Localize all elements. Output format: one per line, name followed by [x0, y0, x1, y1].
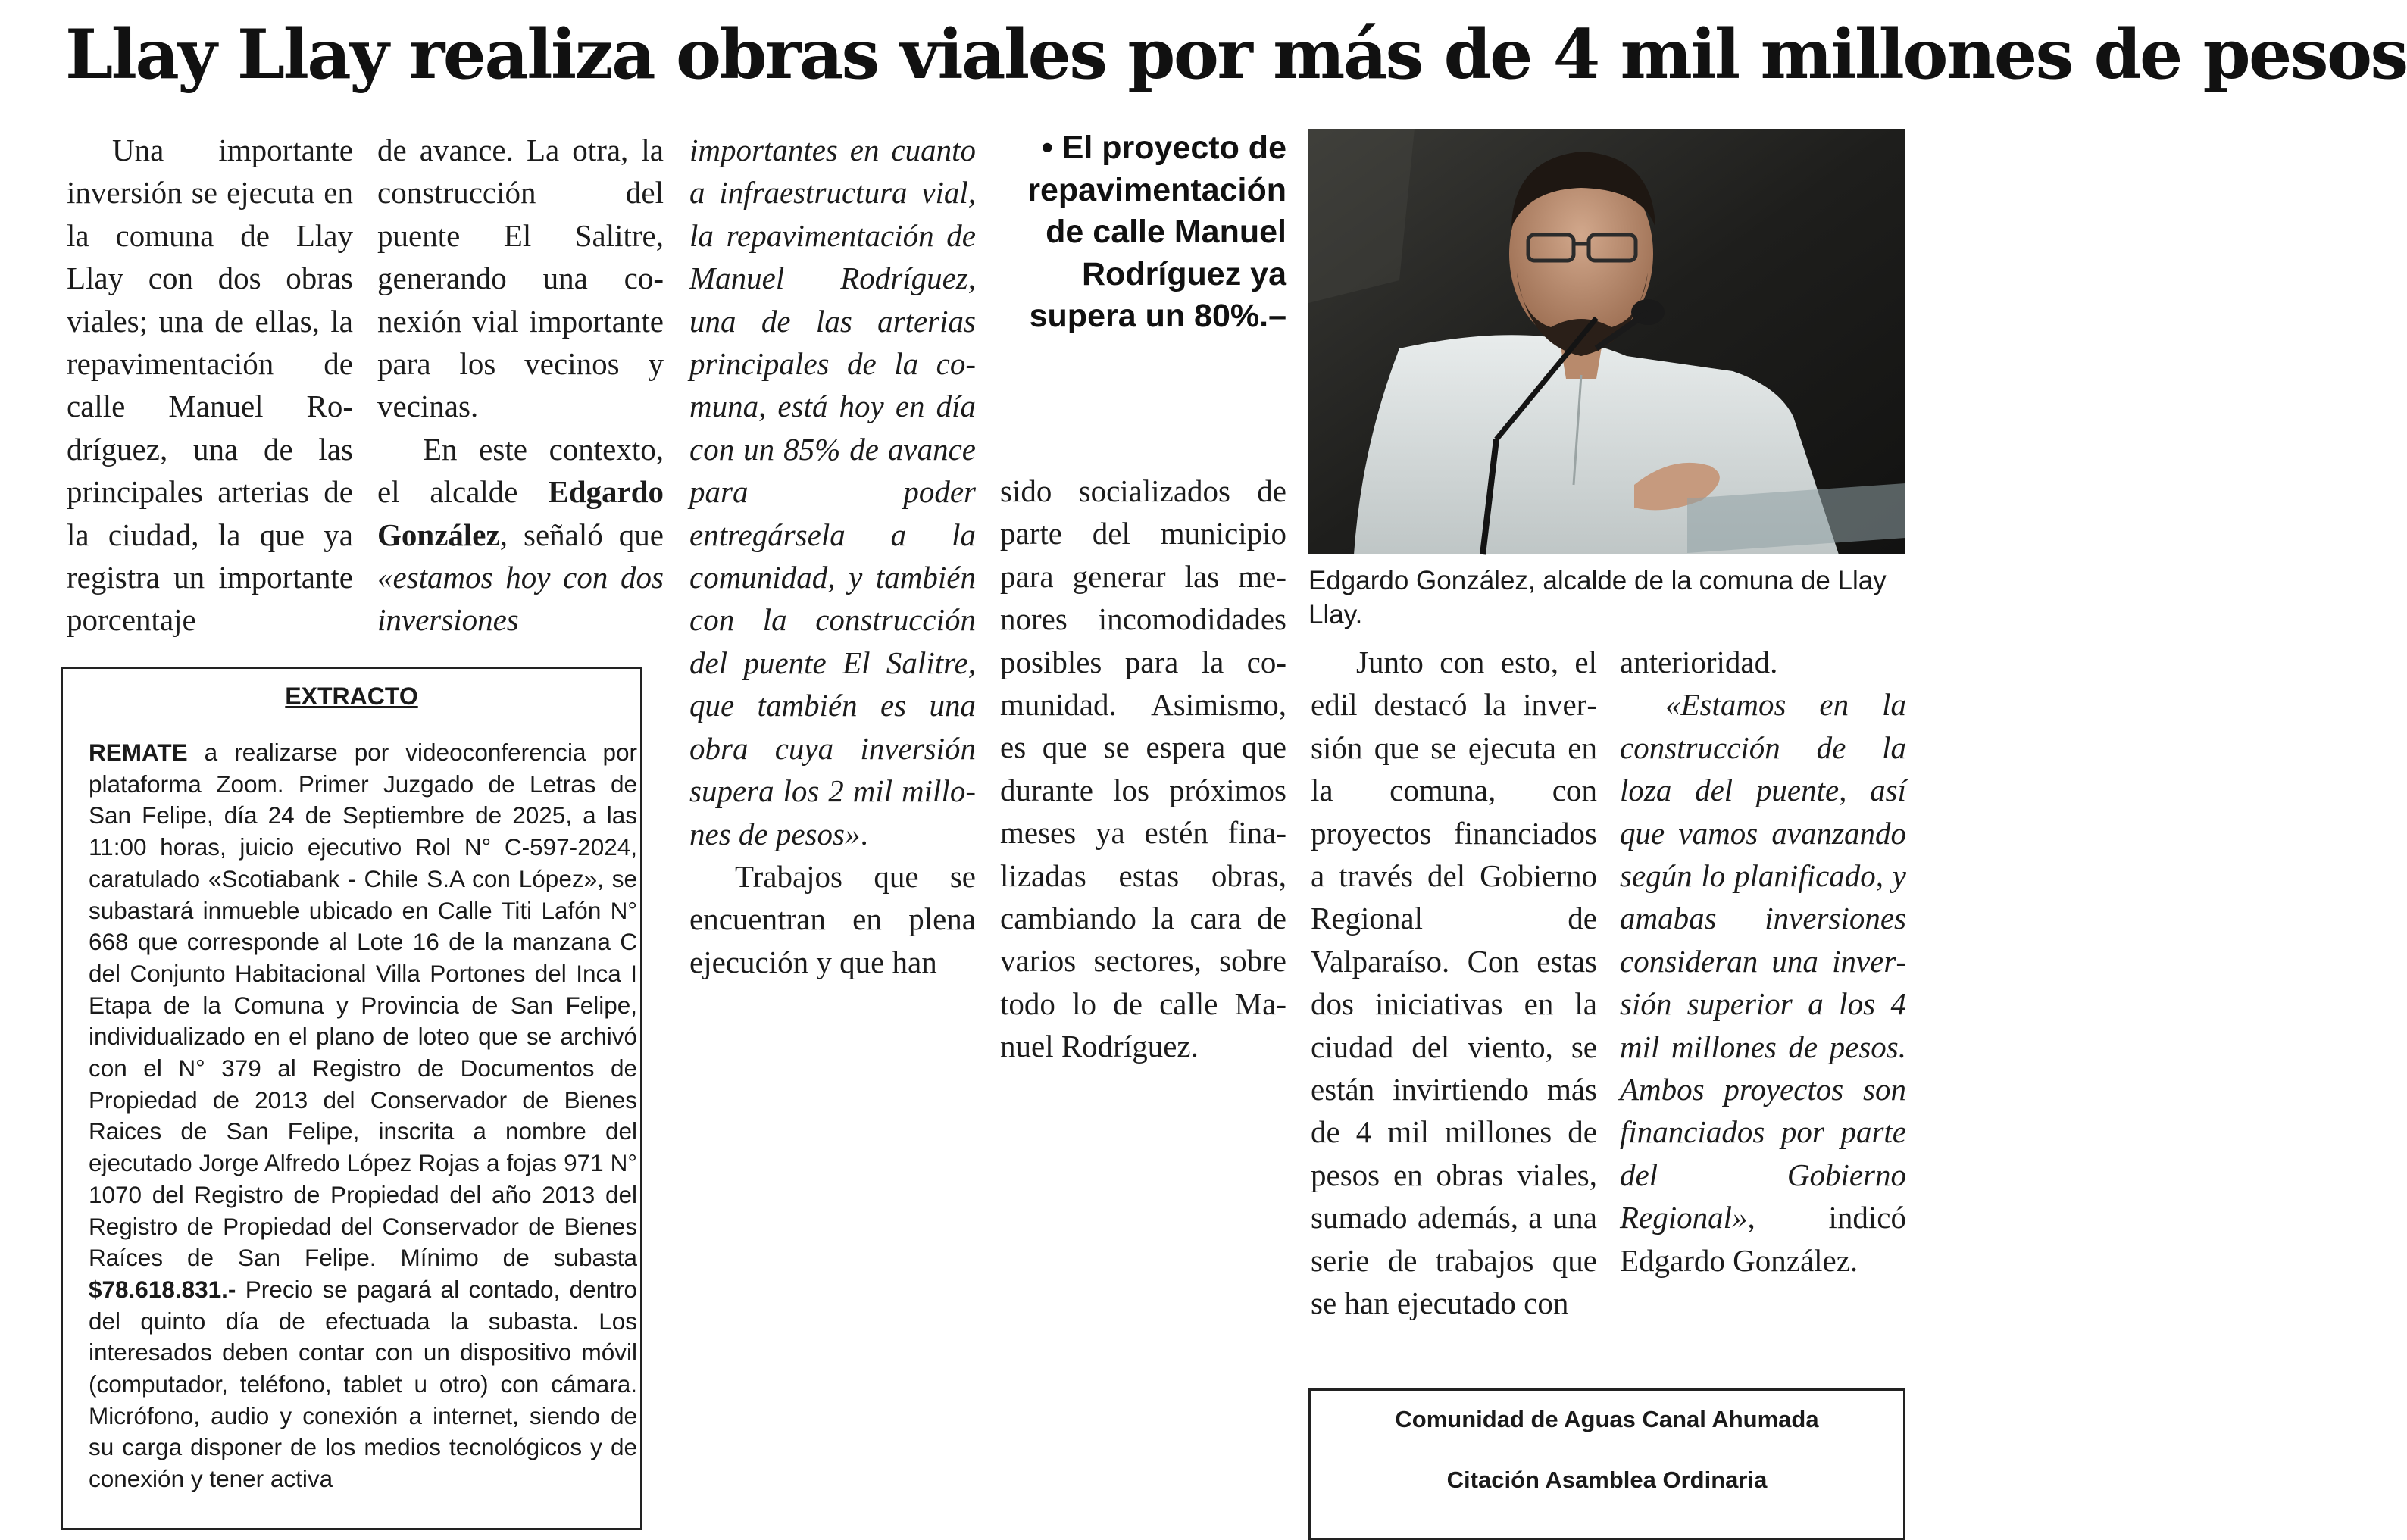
- paragraph: Junto con esto, el edil destacó la inversión que se ejecuta en la comuna, con proyectos financiados a través del Gobierno Regional de Valparaíso. Con estas dos iniciativas en la ciudad del viento, se están invirtiendo más de 4 mil millones de pesos en obras viales, sumado además, a una serie de trabajos que se han ejecutado con: [1311, 645, 1597, 1321]
- mayor-name: Edgardo González: [377, 474, 664, 552]
- text: Precio se pagará al contado, dentro del quinto día de efectuada la subasta. Los interesados deben contar con un dispositivo móvil (computador, teléfono, tablet u otro) con cámara. Micrófono, audio y conexión a internet, siendo de su carga disponer de los medios tecnológicos y de conexión y tener activa: [89, 1275, 637, 1493]
- headline: Llay Llay realiza obras viales por más de 4 mil millones de pesos: [65, 14, 2407, 95]
- article-column-1: [67, 129, 353, 642]
- paragraph: anterioridad.: [1620, 645, 1778, 679]
- notice-title: Citación Asamblea Ordinaria: [1446, 1467, 1768, 1493]
- paragraph: sido socializados de parte del municipio para generar las menores incomodidades posibles para la comunidad. Asimismo, es que se espera que durante los próximos meses ya estén finalizadas estas obras, cambiando la cara de varios sectores, sobre todo lo de calle Manuel Rodríguez.: [1000, 473, 1286, 1064]
- notice-organization: Comunidad de Aguas Canal Ahumada: [1395, 1406, 1819, 1432]
- paragraph: [377, 428, 664, 642]
- paragraph: Una importante inversión se ejecuta en la comuna de Llay Llay con dos obras viales; una de ellas, la repavimentación de calle Manuel Rodríguez, una de las principales arterias de la ciudad, la que ya registra un importante porcentaje: [67, 133, 353, 638]
- quote: «estamos hoy con dos inversiones: [377, 560, 664, 638]
- text: En este contexto, el alcalde: [377, 431, 664, 510]
- paragraph: [689, 129, 976, 855]
- paragraph: de avance. La otra, la construcción del puente El Salitre, generando una conexión vial importante para los vecinos y vecinas.: [377, 133, 664, 424]
- paragraph: [1620, 683, 1906, 1282]
- text: a realizarse por videoconferencia por plataforma Zoom. Primer Juzgado de Letras de San Felipe, día 24 de Septiembre de 2025, a las 11:00 horas, juicio ejecutivo Rol N° C-597-2024, caratulado «Scotiabank - Chile S.A con López», se subastará inmueble ubicado en Calle Titi Lafón N° 668 que corresponde al Lote 16 de la manzana C del Conjunto Habitacional Villa Portones del Inca I Etapa de la Comuna y Provincia de San Felipe, individualizado en el plano de loteo que se archivó con el N° 379 al Registro de Documentos de Propiedad de 2013 del Conservador de Bienes Raices de San Felipe, inscrita a nombre del ejecutado Jorge Alfredo López Rojas a fojas 971 N° 1070 del Registro de Propiedad del año 2013 del Registro de Propiedad del Conservador de Bienes Raíces de San Felipe. Mínimo de subasta: [89, 739, 637, 1272]
- quote: «Estamos en la construcción de la loza del puente, así que vamos avanzando según lo planificado, y amabas inversiones consideran una inversión superior a los 4 mil millones de pesos. Ambos proyectos son financiados por parte del Gobierno Regional»: [1620, 687, 1906, 1235]
- paragraph: Trabajos que se encuentran en plena ejecución y que han: [689, 858, 976, 979]
- article-column-4: [1000, 470, 1286, 1068]
- article-column-2: [377, 129, 664, 642]
- photo-caption: Edgardo González, alcalde de la comuna de Llay Llay.: [1308, 566, 1887, 629]
- article-column-5: [1311, 641, 1597, 1325]
- legal-notice-lead: REMATE: [89, 739, 188, 766]
- text: .: [860, 816, 868, 851]
- assembly-notice-box: [1308, 1388, 1905, 1540]
- legal-notice-title: EXTRACTO: [285, 683, 418, 710]
- speaker-photo: [1308, 129, 1905, 554]
- pull-quote: • El proyecto de repavimentación de calle Manuel Rodríguez ya supera un 80%.–: [1027, 130, 1286, 334]
- quote: importantes en cuanto a infraestructura vial, la repavimentación de Manuel Rodríguez, una de las arterias principales de la comuna, está hoy en día con un 85% de avance para poder entregársela a la comunidad, y también con la construcción del puente El Salitre, que también es una obra cuya inversión supera los 2 mil millones de pesos»: [689, 133, 976, 851]
- article-column-3: [689, 129, 976, 983]
- legal-notice-box: [61, 667, 642, 1530]
- text: , indicó Edgardo González.: [1620, 1200, 1906, 1278]
- minimum-bid-amount: $78.618.831.-: [89, 1275, 236, 1303]
- text: , señaló que: [499, 517, 664, 552]
- article-column-6: [1620, 641, 1906, 1282]
- legal-notice-body: [89, 737, 637, 1495]
